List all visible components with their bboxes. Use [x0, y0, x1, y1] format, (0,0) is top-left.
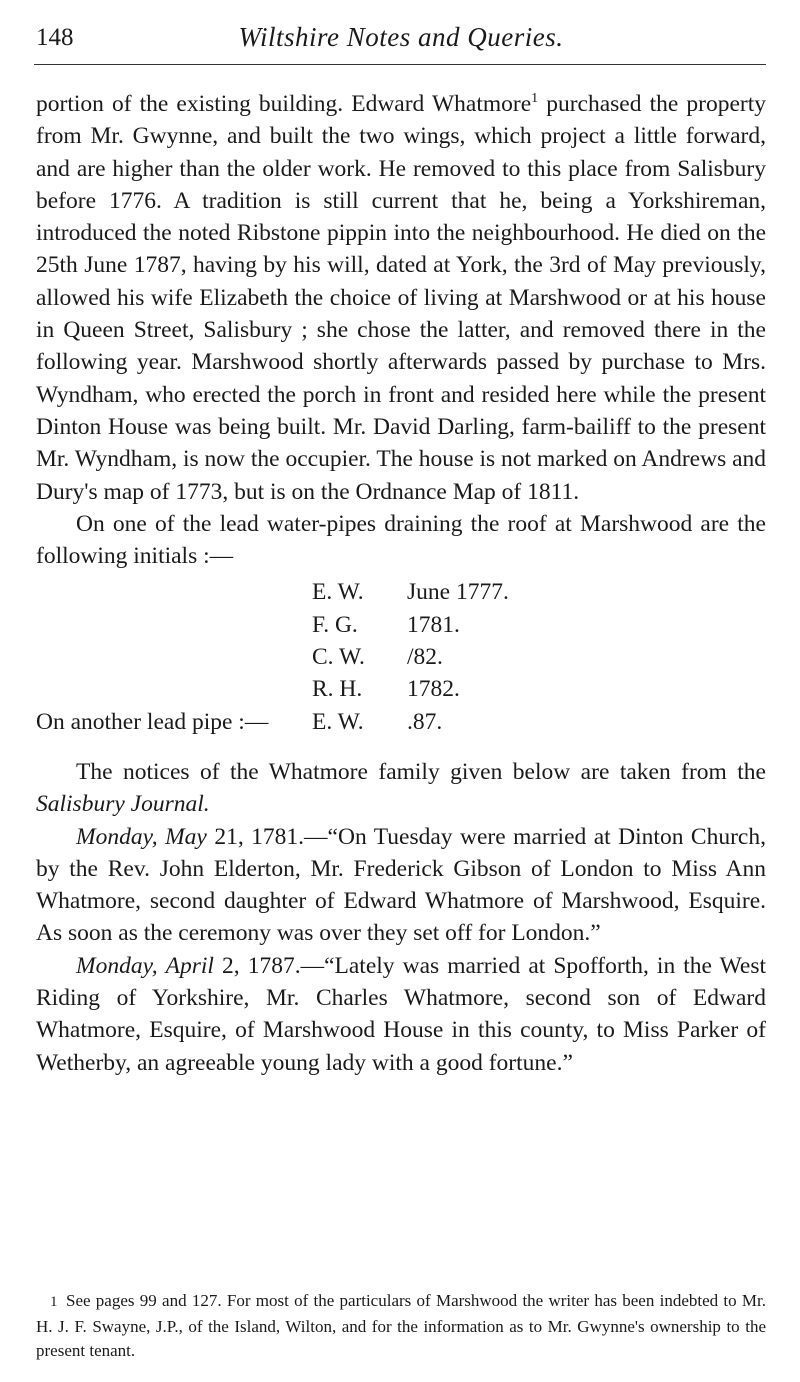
- paragraph-journal-intro: [36, 756, 766, 821]
- paragraph-text: purchased the property from Mr. Gwynne, and built the two wings, which project a little forward, and are higher than the older work. He removed to this place from Salisbury before 1776. A tradition is still current that he, being a Yorkshireman, introduced the noted Ribstone pippin into the neighbourhood. He died on the 25th June 1787, having by his will, dated at York, the 3rd of May previously, allowed his wife Elizabeth the choice of living at Marshwood or at his house in Queen Street, Salisbury ; she chose the latter, and removed there in the following year. Marshwood shortly afterwards passed by purchase to Mrs. Wyndham, who erected the porch in front and resided here while the present Dinton House was being built. Mr. David Darling, farm-bailiff to the present Mr. Wyndham, is now the occupier. The house is not marked on Andrews and Dury's map of 1773, but is on the Ordnance Map of 1811.: [36, 91, 767, 505]
- initials-lead: On another lead pipe :—: [36, 708, 269, 735]
- initials-code: E. W.: [312, 708, 364, 735]
- journal-title: Salisbury Journal.: [36, 791, 210, 818]
- initials-code: E. W.: [312, 579, 364, 606]
- notice-text: 21, 1781.—“On Tuesday were married at Dinton Church, by the Rev. John Elderton, Mr. Frederick Gibson of London to Miss Ann Whatmore, second daughter of Edward Whatmore of Marshwood, Esquire. As soon as the ceremony was over they set off for London.”: [36, 823, 766, 947]
- footnote: [36, 1289, 766, 1364]
- initials-row: [36, 706, 766, 738]
- initials-lead: [36, 641, 312, 673]
- paragraph-marshwood-history: [36, 88, 766, 508]
- footnote-marker: 1: [50, 1294, 58, 1310]
- initials-row: [36, 576, 766, 608]
- running-header: [36, 18, 766, 58]
- initials-lead: [36, 576, 312, 608]
- initials-lead: [36, 609, 312, 641]
- initials-lead: [36, 673, 312, 705]
- notice-month: May: [165, 823, 207, 850]
- paragraph-notice-1781: [36, 821, 766, 950]
- notice-text: 2, 1787.—“Lately was married at Spofforth, in the West Riding of Yorkshire, Mr. Charles Whatmore, second son of Edward Whatmore, Esquire, of Marshwood House in this county, to Miss Parker of Wetherby, an agreeable young lady with a good fortune.”: [36, 952, 766, 1076]
- initials-code: F. G.: [312, 611, 358, 638]
- running-title: Wiltshire Notes and Queries.: [238, 22, 564, 52]
- initials-code: C. W.: [312, 644, 365, 671]
- initials-date: /82.: [407, 644, 443, 671]
- footnote-reference: 1: [531, 91, 539, 107]
- notice-day: Monday,: [76, 952, 158, 979]
- initials-row: [36, 609, 766, 641]
- page-number: 148: [36, 24, 74, 51]
- notice-day: Monday,: [76, 823, 158, 850]
- initials-code: R. H.: [312, 676, 363, 703]
- paragraph-notice-1787: [36, 950, 766, 1079]
- initials-list: [36, 576, 766, 737]
- paragraph-text: The notices of the Whatmore family given below are taken from the: [76, 758, 766, 785]
- header-rule: [34, 64, 766, 65]
- initials-date: 1781.: [407, 611, 460, 638]
- initials-row: [36, 673, 766, 705]
- notice-month: April: [165, 952, 214, 979]
- initials-date: June 1777.: [407, 579, 509, 606]
- footnote-text: See pages 99 and 127. For most of the particulars of Marshwood the writer has been indebted to Mr. H. J. F. Swayne, J.P., of the Island, Wilton, and for the information as to Mr. Gwynne's ownership to the present tenant.: [36, 1291, 766, 1360]
- initials-date: .87.: [407, 708, 443, 735]
- footnotes: [36, 1289, 766, 1364]
- paragraph-initials-intro: On one of the lead water-pipes draining the roof at Marshwood are the following initials :—: [36, 510, 766, 570]
- initials-row: [36, 641, 766, 673]
- body-text: [36, 88, 766, 1079]
- paragraph-text: portion of the existing building. Edward Whatmore: [36, 91, 532, 117]
- initials-date: 1782.: [407, 676, 460, 703]
